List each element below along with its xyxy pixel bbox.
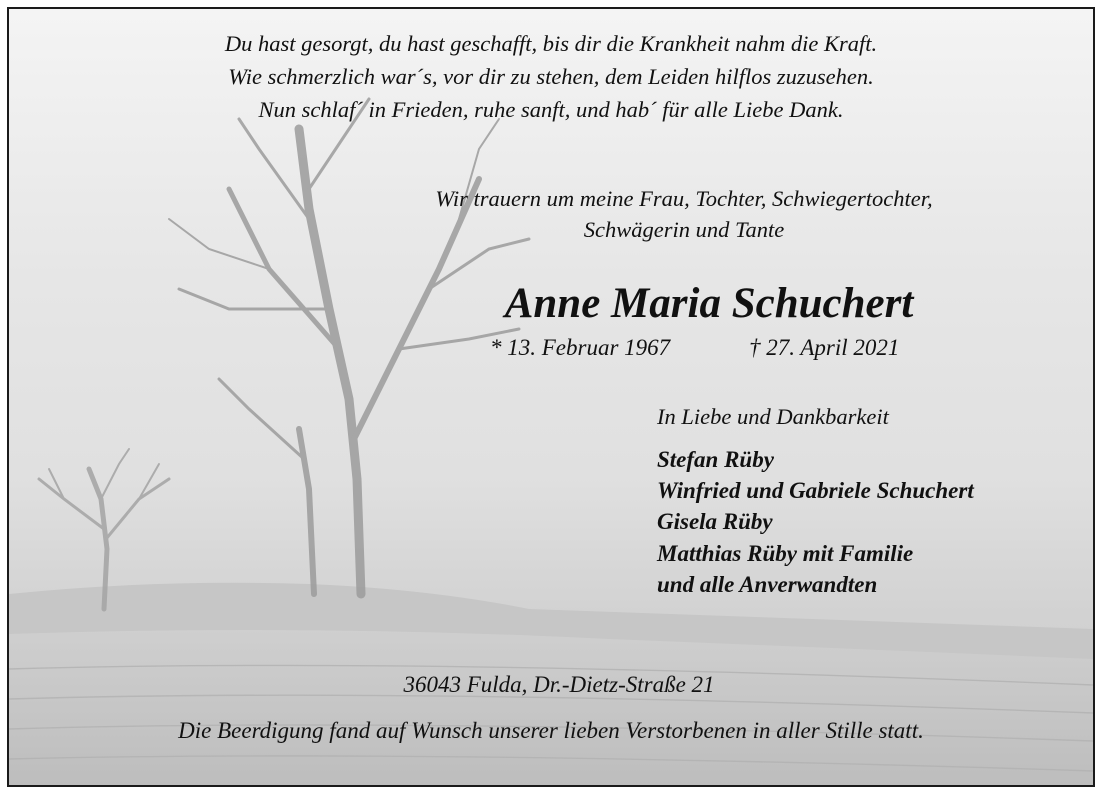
family-member: Stefan Rüby [657,447,774,472]
obituary-card [7,7,1095,787]
family-member: Matthias Rüby mit Familie [657,541,914,566]
funeral-note: Die Beerdigung fand auf Wunsch unserer lieben Verstorbenen in aller Stille statt. [178,718,924,743]
verse-line-2: Wie schmerzlich war´s, vor dir zu stehen, dem Leiden hilflos zuzusehen. [228,64,874,89]
family-member: Gisela Rüby [657,509,773,534]
family-member: Winfried und Gabriele Schuchert [657,478,974,503]
address: 36043 Fulda, Dr.-Dietz-Straße 21 [403,672,715,697]
family-intro: In Liebe und Dankbarkeit [657,404,889,429]
verse-line-1: Du hast gesorgt, du hast geschafft, bis dir die Krankheit nahm die Kraft. [224,31,878,56]
birth-date: * 13. Februar 1967 [490,335,671,360]
large-tree [169,99,529,594]
death-date: † 27. April 2021 [749,335,900,360]
verse-line-3: Nun schlaf´ in Frieden, ruhe sanft, und hab´ für alle Liebe Dank. [258,97,844,122]
misty-tree-landscape [9,9,1093,785]
family-member: und alle Anverwandten [657,572,878,597]
mourning-line-2: Schwägerin und Tante [583,217,785,242]
mourning-line-1: Wir trauern um meine Frau, Tochter, Schwiegertochter, [435,186,933,211]
deceased-name: Anne Maria Schuchert [504,280,914,327]
